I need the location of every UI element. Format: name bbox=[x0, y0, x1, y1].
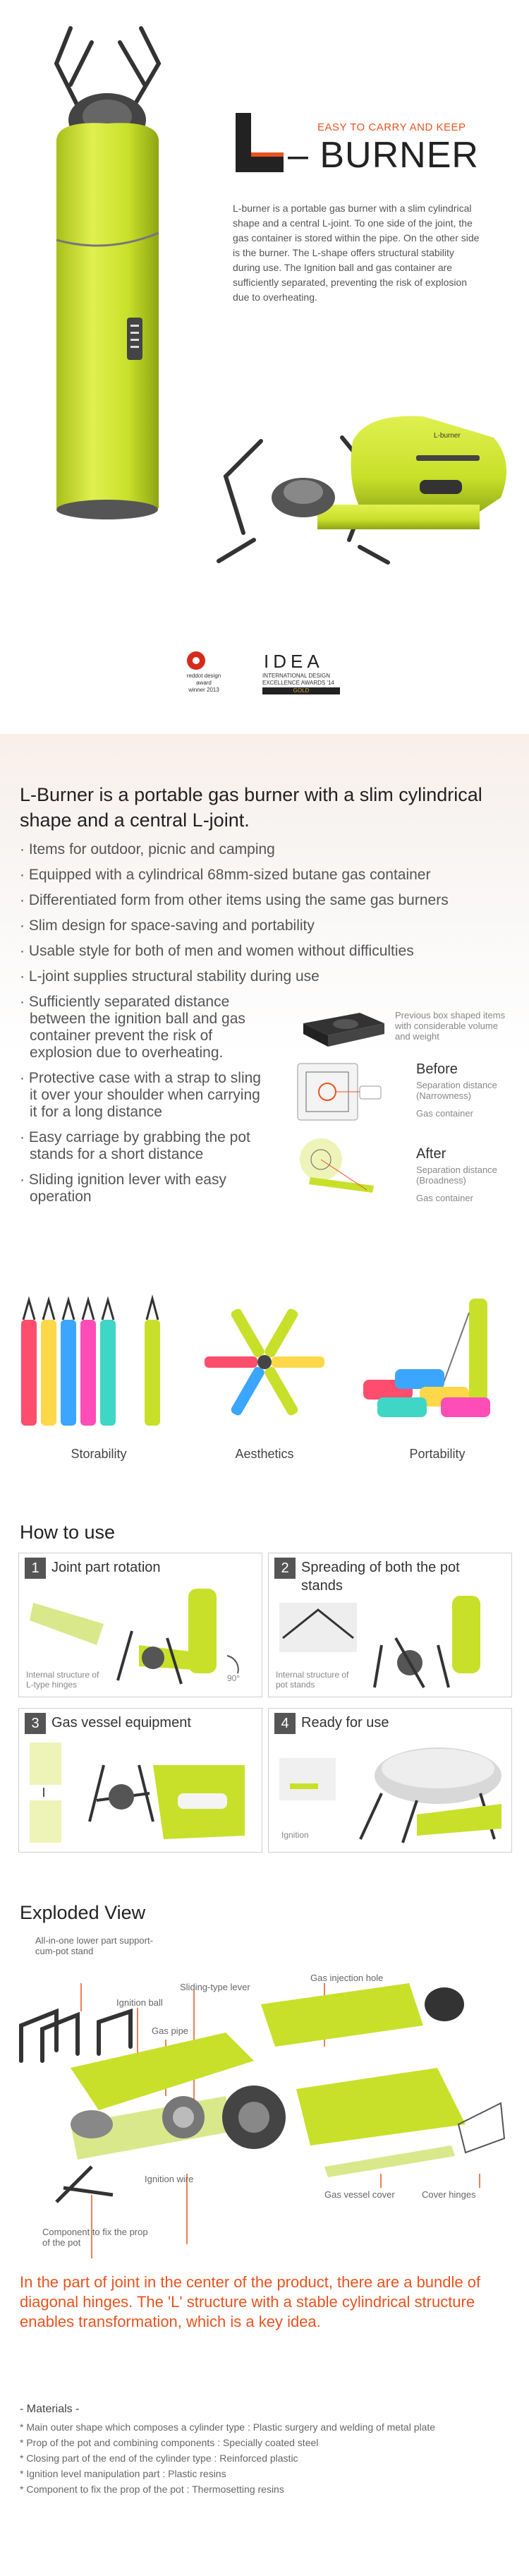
reddot-line1: reddot design award bbox=[186, 673, 221, 686]
step-angle: 90° bbox=[227, 1673, 241, 1683]
feature-item: · Sliding ignition lever with easy operation bbox=[20, 1172, 226, 1205]
step-title: Ready for use bbox=[301, 1715, 389, 1731]
material-item: * Prop of the pot and combining components : Specially coated steel bbox=[20, 2437, 319, 2448]
previous-box-burner-image bbox=[296, 1006, 388, 1048]
callout-gas-cover: Gas vessel cover bbox=[324, 2189, 395, 2200]
materials-list bbox=[20, 2419, 521, 2497]
l-logo-mark bbox=[233, 112, 288, 175]
step-note: Internal structure of pot stands bbox=[276, 1670, 349, 1690]
feature-item: · Easy carriage by grabbing the pot stands for a short distance bbox=[20, 1129, 250, 1162]
material-item: * Ignition level manipulation part : Plastic resins bbox=[20, 2468, 226, 2479]
hero-section bbox=[0, 0, 529, 734]
callout-lower-part: All-in-one lower part support-cum-pot stand bbox=[35, 1935, 153, 1956]
materials-title: - Materials - bbox=[20, 2403, 80, 2415]
step-card-2 bbox=[268, 1553, 512, 1697]
step-title: Gas vessel equipment bbox=[51, 1715, 191, 1731]
usage-forms-section bbox=[0, 1270, 529, 1496]
after-diagram bbox=[296, 1135, 388, 1195]
before-separation: Separation distance (Narrowness) bbox=[416, 1080, 497, 1101]
label-portability: Portability bbox=[409, 1447, 466, 1461]
callout-ignition-ball: Ignition ball bbox=[116, 1997, 163, 2008]
before-title: Before bbox=[416, 1061, 458, 1077]
storability-image bbox=[18, 1292, 173, 1433]
vertical-burner-render bbox=[28, 21, 190, 536]
exploded-view-title: Exploded View bbox=[20, 1902, 146, 1923]
feature-item: · L-joint supplies structural stability during use bbox=[20, 968, 320, 985]
step-4-image bbox=[276, 1737, 505, 1850]
how-to-use-title: How to use bbox=[20, 1522, 116, 1543]
step-note: Internal structure of L-type hinges bbox=[26, 1670, 99, 1690]
step-note: Ignition bbox=[281, 1830, 309, 1840]
exploded-summary: In the part of joint in the center of the product, there are a bundle of diagonal hinges. The 'L' structure with a stable cylindrical structure enables transformation, which is a key idea. bbox=[20, 2273, 481, 2330]
features-list-top bbox=[20, 841, 528, 994]
exploded-view-section bbox=[0, 1863, 529, 2576]
callout-cover-hinges: Cover hinges bbox=[422, 2189, 476, 2200]
portability-image bbox=[356, 1292, 518, 1433]
features-list-bottom bbox=[20, 994, 270, 1214]
callout-sliding-lever: Sliding-type lever bbox=[180, 1982, 250, 1992]
aesthetics-image bbox=[183, 1292, 346, 1433]
exploded-view-diagram bbox=[14, 1962, 515, 2258]
step-number: 1 bbox=[25, 1558, 46, 1579]
product-label: L-burner bbox=[434, 432, 461, 440]
callout-gas-pipe: Gas pipe bbox=[152, 2026, 189, 2036]
step-number: 2 bbox=[274, 1558, 296, 1579]
idea-logo bbox=[262, 651, 340, 670]
after-gas-container: Gas container bbox=[416, 1193, 473, 1203]
svg-text:IDEA: IDEA bbox=[264, 651, 324, 670]
after-separation: Separation distance (Broadness) bbox=[416, 1164, 497, 1186]
feature-item: · Slim design for space-saving and portability bbox=[20, 917, 315, 934]
before-diagram bbox=[296, 1062, 388, 1122]
feature-item: · Items for outdoor, picnic and camping bbox=[20, 841, 275, 857]
callout-gas-injection: Gas injection hole bbox=[310, 1973, 384, 1983]
hero-description: L-burner is a portable gas burner with a slim cylindrical shape and a central L-joint. To one side of the joint, the gas container is stored within the pipe. On the other side is the burner. The L-shape offers structural stability during use. The Ignition ball and gas container are sufficiently separated, preventing the risk of explosion due to overheating. bbox=[233, 203, 480, 303]
feature-item: · Protective case with a strap to sling it over your shoulder when carrying it for a long distance bbox=[20, 1070, 261, 1120]
step-number: 3 bbox=[25, 1713, 46, 1734]
label-storability: Storability bbox=[71, 1447, 127, 1461]
hero-tagline: EASY TO CARRY AND KEEP bbox=[317, 121, 466, 133]
before-gas-container: Gas container bbox=[416, 1108, 473, 1119]
feature-item: · Differentiated form from other items using the same gas burners bbox=[20, 892, 449, 908]
how-to-use-section bbox=[0, 1496, 529, 1863]
step-card-1 bbox=[18, 1553, 262, 1697]
step-card-4 bbox=[268, 1708, 512, 1853]
idea-award bbox=[262, 673, 340, 694]
label-aesthetics: Aesthetics bbox=[235, 1447, 294, 1461]
material-item: * Main outer shape which composes a cylinder type : Plastic surgery and welding of metal plate bbox=[20, 2421, 436, 2433]
step-number: 4 bbox=[274, 1713, 296, 1734]
step-title: Spreading of both the pot stands bbox=[301, 1560, 460, 1594]
reddot-award bbox=[182, 673, 226, 694]
reddot-logo bbox=[186, 651, 206, 670]
features-headline: L-Burner is a portable gas burner with a slim cylindrical shape and a central L-joint. bbox=[20, 784, 482, 831]
horizontal-burner-render bbox=[212, 399, 522, 572]
step-card-3 bbox=[18, 1708, 262, 1853]
idea-line1: INTERNATIONAL DESIGN bbox=[262, 673, 331, 679]
feature-item: · Equipped with a cylindrical 68mm-sized butane gas container bbox=[20, 867, 431, 883]
material-item: * Closing part of the end of the cylinder type : Reinforced plastic bbox=[20, 2452, 298, 2464]
feature-item: · Usable style for both of men and women without difficulties bbox=[20, 943, 414, 959]
material-item: * Component to fix the prop of the pot : Thermosetting resins bbox=[20, 2484, 284, 2495]
idea-line2: EXCELLENCE AWARDS '14 bbox=[262, 680, 334, 686]
after-title: After bbox=[416, 1146, 446, 1162]
step-3-image bbox=[26, 1737, 255, 1850]
callout-ignition-wire: Ignition wire bbox=[145, 2174, 194, 2184]
hero-title: – BURNER bbox=[288, 135, 479, 176]
reddot-line2: winner 2013 bbox=[188, 687, 219, 693]
feature-item: · Sufficiently separated distance between the ignition ball and gas container prevent the risk of explosion due to overheating. bbox=[20, 994, 245, 1061]
callout-fix-prop: Component to fix the prop of the pot bbox=[42, 2227, 148, 2248]
previous-note: Previous box shaped items with considerable volume and weight bbox=[395, 1010, 506, 1042]
step-title: Joint part rotation bbox=[51, 1560, 161, 1575]
features-section bbox=[0, 734, 529, 1270]
idea-line3: GOLD bbox=[262, 687, 340, 694]
